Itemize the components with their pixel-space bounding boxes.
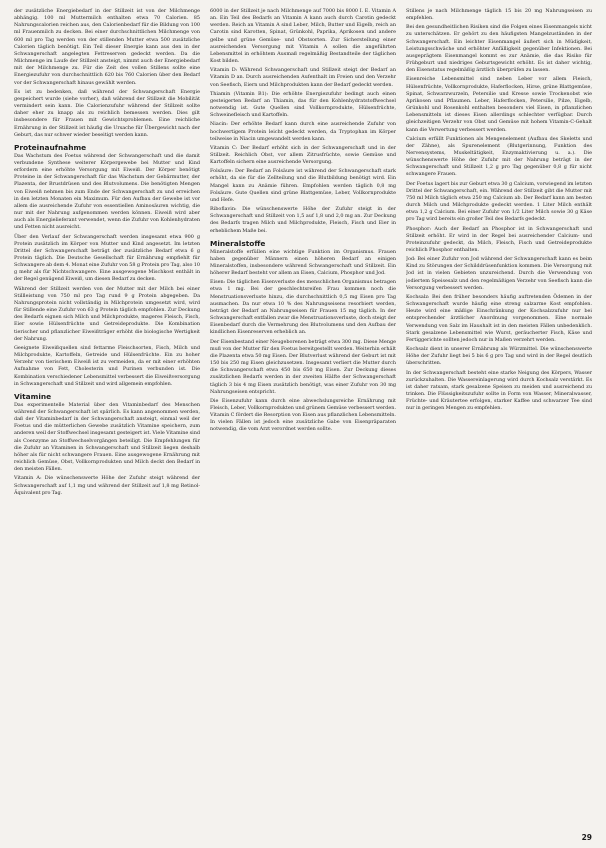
paragraph: Phosphor: Auch der Bedarf an Phosphor ist in Schwangerschaft und Stillzeit erhöht. Er wird in der Regel bei ausreichender Calcium- und Proteinzufuhr gedeckt, da Milch, Fleisch, Fisch und Getreideprodukte reichlich Phosphor enthalten. (406, 225, 592, 253)
paragraph: 6000 in der Stillzeit je nach Milchmenge auf 7000 bis 8000 I. E. Vitamin A an. Ein Teil des Bedarfs an Vitamin A kann auch durch Carotin gedeckt werden. Reich an Vitamin A sind Leber, Milch, Butter und Eigelb, reich an Carotin sind Karotten, Spinat, Grünkohl, Paprika, Aprikosen und andere gelbe und grüne Gemüse- und Obstsorten. Zur Sicherstellung einer ausreichenden Versorgung mit Vitamin A sollen die angeführten Lebensmittel in erhöhtem Ausmaß regelmäßig Bestandteile der täglichen Kost bilden. (210, 8, 396, 65)
paragraph: Über den Verlauf der Schwangerschaft werden insgesamt etwa 900 g Protein zusätzlich im Körper von Mutter und Kind angesetzt. Im letzten Drittel der Schwangerschaft beträgt der zusätzliche Bedarf etwa 6 g Protein täglich. Die Deutsche Gesellschaft für Ernährung empfiehlt für Schwangere ab dem 4. Monat eine Zufuhr von 58 g Protein pro Tag, also 10 g mehr als für Nichtschwangere. Eine ausgewogene Mischkost enthält in der Regel genügend Eiweiß, um diesen Bedarf zu decken. (14, 233, 200, 283)
paragraph: Der Foetus lagert bis zur Geburt etwa 30 g Calcium, vorwiegend im letzten Drittel der Schwangerschaft, ein. Während der Stillzeit gibt die Mutter mit 750 ml Milch täglich etwa 250 mg Calcium ab. Der Bedarf kann am besten durch Milch und Milchprodukte gedeckt werden. 1 Liter Milch enthält etwa 1,2 g Calcium. Bei einer Zufuhr von 1/2 Liter Milch sowie 30 g Käse pro Tag wird bereits ein großer Teil des Bedarfs gedeckt. (406, 180, 592, 223)
section-heading: Proteinaufnahme (14, 142, 87, 152)
paragraph: Geeignete Eiweißquellen sind fettarme Fleischsorten, Fisch, Milch und Milchprodukte, Kartoffeln, Getreide und Hülsenfrüchte. Ein zu hoher Verzehr von tierischem Eiweiß ist zu vermeiden, da er mit einer erhöhten Aufnahme von Fett, Cholesterin und Purinen verbunden ist. Die Kombination verschiedener Lebensmittel verbessert die Eiweißversorgung in Schwangerschaft und Stillzeit und wird allgemein empfohlen. (14, 344, 200, 387)
paragraph: Thiamin (Vitamin B1): Die erhöhte Energiezufuhr bedingt auch einen gesteigerten Bedarf an Thiamin, das für den Kohlenhydratstoffwechsel notwendig ist. Gute Quellen sind Vollkornprodukte, Hülsenfrüchte, Schweinefleisch und Kartoffeln. (210, 90, 396, 119)
paragraph: Riboflavin: Die wünschenswerte Höhe der Zufuhr steigt in der Schwangerschaft und Stillzeit von 1,5 auf 1,8 und 2,0 mg an. Zur Deckung des Bedarfs tragen Milch und Milchprodukte, Fleisch, Fisch und Eier in erheblichem Maße bei. (210, 206, 396, 234)
paragraph: Die Eisenzufuhr kann durch eine abwechslungsreiche Ernährung mit Fleisch, Leber, Vollkornprodukten und grünem Gemüse verbessert werden. Vitamin C fördert die Resorption von Eisen aus pflanzlichen Lebensmitteln. In vielen Fällen ist jedoch eine zusätzliche Gabe von Eisenpräparaten notwendig, die vom Arzt verordnet werden sollte. (210, 397, 396, 433)
paragraph: der zusätzliche Energiebedarf in der Stillzeit ist von der Milchmenge abhängig. 100 ml Muttermilch enthalten etwa 70 Calorien. 85 Nahrungscalorien reichen aus, den Calorienbedarf für die Bildung von 100 ml Frauenmilch zu decken. Bei einer durchschnittlichen Milchmenge von 600 ml pro Tag werden von der stillenden Mutter etwa 500 zusätzliche Calorien täglich benötigt. Ein Teil dieser Energie kann aus den in der Schwangerschaft angelegten Fettreserven gedeckt werden. Da die Milchmenge im Laufe der Stillzeit ansteigt, nimmt auch der Energiebedarf mit der Milchmenge zu. Für die Zeit des vollen Stillens sollte eine Energiezufuhr von durchschnittlich 620 bis 760 Calorien über den Bedarf vor der Schwangerschaft hinaus gewählt werden. (14, 8, 200, 86)
paragraph: Vitamin A: Die wünschenswerte Höhe der Zufuhr steigt während der Schwangerschaft auf 1,1 mg und während der Stillzeit auf 1,8 mg Retinol-Äquivalent pro Tag. (14, 475, 200, 496)
paragraph: Bei den gesundheitlichen Risiken sind die Folgen eines Eisenmangels nicht zu unterschätzen. Er gehört zu den häufigsten Mangelzuständen in der Schwangerschaft. Ein leichter Eisenmangel äußert sich in Müdigkeit, Leistungsschwäche und erhöhter Anfälligkeit gegenüber Infektionen. Bei ausgeprägtem Eisenmangel kommt es zur Anämie, die das Risiko für Frühgeburt und niedriges Geburtsgewicht erhöht. Es ist daher wichtig, den Eisenstatus regelmäßig ärztlich überprüfen zu lassen. (406, 24, 592, 74)
paragraph: Während der Stillzeit werden von der Mutter mit der Milch bei einer Stillleistung von 750 ml pro Tag rund 9 g Protein abgegeben. Da Nahrungsprotein nicht vollständig in Milchprotein umgesetzt wird, wird für Stillende eine Zufuhr von 63 g Protein täglich empfohlen. Zur Deckung des Bedarfs eignen sich Milch und Milchprodukte, mageres Fleisch, Fisch, Eier sowie Hülsenfrüchte und Getreideprodukte. Die Kombination tierischer und pflanzlicher Eiweißträger erhöht die biologische Wertigkeit der Nahrung. (14, 285, 200, 342)
page-number: 29 (581, 833, 592, 842)
column-1 (14, 8, 200, 820)
paragraph: Mineralstoffe erfüllen eine wichtige Funktion im Organismus. Frauen haben gegenüber Männern einen höheren Bedarf an einigen Mineralstoffen, insbesondere während Schwangerschaft und Stillzeit. Ein höherer Bedarf besteht vor allem an Eisen, Calcium, Phosphor und Jod. (210, 248, 396, 277)
paragraph: Vitamin C: Der Bedarf erhöht sich in der Schwangerschaft und in der Stillzeit. Reichlich Obst, vor allem Zitrusfrüchte, sowie Gemüse und Kartoffeln sichern eine ausreichende Versorgung. (210, 144, 396, 166)
paragraph: Eisen: Die täglichen Eisenverluste des menschlichen Organismus betragen etwa 1 mg. Bei der geschlechtsreifen Frau kommen noch die Menstruationsverluste hinzu, die durchschnittlich 0,5 mg Eisen pro Tag ausmachen. Da nur etwa 10 % des Nahrungseisens resorbiert werden, beträgt der Bedarf an Nahrungseisen für Frauen 15 mg täglich. In der Schwangerschaft entfallen zwar die Menstruationsverluste, doch steigt der Eisenbedarf durch die Vermehrung des Blutvolumens und den Aufbau der kindlichen Eisenreserven erheblich an. (210, 279, 396, 336)
paragraph: Vitamin D: Während Schwangerschaft und Stillzeit steigt der Bedarf an Vitamin D an. Durch ausreichenden Aufenthalt im Freien und den Verzehr von Seefisch, Eiern und Milchprodukten kann der Bedarf gedeckt werden. (210, 67, 396, 88)
paragraph: Jod: Bei einer Zufuhr von Jod während der Schwangerschaft kann es beim Kind zu Störungen der Schilddrüsenfunktion kommen. Die Versorgung mit Jod ist in vielen Gebieten unzureichend. Durch die Verwendung von jodiertem Speisesalz und den regelmäßigen Verzehr von Seefisch kann die Versorgung verbessert werden. (406, 256, 592, 291)
paragraph: Es ist zu bedenken, daß während der Schwangerschaft Energie gespeichert wurde (siehe vorher), daß während der Stillzeit die Mobilität vermindert sein kann. Die Calorienzufuhr während der Stillzeit sollte daher eher zu knapp als zu reichlich bemessen werden. Dies gilt insbesondere für Frauen mit Gewichtsproblemen. Eine reichliche Ernährung in der Stillzeit ist häufig die Ursache für Übergewicht nach der Geburt, das nur schwer wieder beseitigt werden kann. (14, 88, 200, 138)
paragraph: Eisenreiche Lebensmittel sind neben Leber vor allem Fleisch, Hülsenfrüchte, Vollkornprodukte, Haferflocken, Hirse, grüne Blattgemüse, Spinat, Schwarzwurzeln, Petersilie und Kresse sowie Trockenobst wie Aprikosen und Pflaumen. Leber, Haferflocken, Petersilie, Pilze, Eigelb, Grünkohl und Rosenkohl enthalten besonders viel Eisen, in pflanzlichen Lebensmitteln ist dieses Eisen allerdings schlechter verfügbar. Durch gleichzeitigen Verzehr von Obst und Gemüse mit hohem Vitamin-C-Gehalt kann die Verwertung verbessert werden. (406, 76, 592, 133)
paragraph: Niacin: Der erhöhte Bedarf kann durch eine ausreichende Zufuhr von hochwertigem Protein leicht gedeckt werden, da Tryptophan im Körper teilweise in Niacin umgewandelt werden kann. (210, 121, 396, 142)
column-3 (406, 8, 592, 820)
paragraph: In der Schwangerschaft besteht eine starke Neigung des Körpers, Wasser zurückzuhalten. Die Wassereinlagerung wird durch Kochsalz verstärkt. Es ist daher ratsam, stark gesalzene Speisen zu meiden und ausreichend zu trinken. Die Flüssigkeitszufuhr sollte in Form von Wasser, Mineralwasser, Früchte- und Kräutertee erfolgen, starker Kaffee und schwarzer Tee sind nur in geringen Mengen zu empfehlen. (406, 369, 592, 412)
paragraph: Das Wachstum des Foetus während der Schwangerschaft und die damit verbundene Synthese weiterer Körpergewebe bei Mutter und Kind erfordern eine erhöhte Versorgung mit Eiweiß. Der Körper benötigt Proteine in der Schwangerschaft für das Wachstum der Gebärmutter, der Plazenta, der Brustdrüsen und des Blutvolumens. Die benötigten Mengen von Eiweiß nehmen bis zum Ende der Schwangerschaft zu und erreichen in den letzten Monaten ein Maximum. Für den Aufbau der Gewebe ist vor allem die ausreichende Zufuhr von essentiellen Aminosäuren wichtig, die nur mit der Nahrung aufgenommen werden können. Eiweiß wird aber auch als Energielieferant verwendet, wenn die Zufuhr von Kohlenhydraten und Fetten nicht ausreicht. (14, 152, 200, 231)
section-heading: Mineralstoffe (210, 238, 266, 248)
text-columns (14, 8, 592, 820)
paragraph: Calcium erfüllt Funktionen als Mengenelement (Aufbau des Skeletts und der Zähne), als Spurenelement (Blutgerinnung, Funktion des Nervensystems, Muskeltätigkeit, Enzymaktivierung u. a.). Die wünschenswerte Höhe der Zufuhr mit der Nahrung beträgt in der Schwangerschaft und Stillzeit 1,2 g pro Tag gegenüber 0,8 g für nicht schwangere Frauen. (406, 135, 592, 178)
paragraph: Stillens je nach Milchmenge täglich 15 bis 20 mg Nahrungseisen zu empfehlen. (406, 8, 592, 22)
paragraph: Folsäure: Der Bedarf an Folsäure ist während der Schwangerschaft stark erhöht, da sie für die Zellteilung und die Blutbildung benötigt wird. Ein Mangel kann zu Anämie führen. Empfohlen werden täglich 0,8 mg Folsäure. Gute Quellen sind grüne Blattgemüse, Leber, Vollkornprodukte und Hefe. (210, 168, 396, 203)
paragraph: Der Eisenbestand einer Neugeborenen beträgt etwa 300 mg. Diese Menge muß von der Mutter für den Foetus bereitgestellt werden. Weiterhin erhält die Plazenta etwa 50 mg Eisen. Der Blutverlust während der Geburt ist mit 150 bis 250 mg Eisen gleichzusetzen. Insgesamt verliert die Mutter durch die Schwangerschaft etwa 450 bis 650 mg Eisen. Zur Deckung dieses zusätzlichen Bedarfs werden in der zweiten Hälfte der Schwangerschaft täglich 3 bis 4 mg Eisen zusätzlich benötigt, was einer Zufuhr von 30 mg Nahrungseisen entspricht. (210, 338, 396, 395)
paragraph: Das experimentelle Material über den Vitaminbedarf des Menschen während der Schwangerschaft ist spärlich. Es kann angenommen werden, daß der Vitaminbedarf in der Schwangerschaft ansteigt, einmal weil der Foetus und die mütterlichen Gewebe zusätzlich Vitamine speichern, zum anderen weil der Stoffwechsel insgesamt gesteigert ist. Viele Vitamine sind als Coenzyme an Stoffwechselvorgängen beteiligt. Die Empfehlungen für die Zufuhr an Vitaminen in Schwangerschaft und Stillzeit liegen deshalb höher als für nicht schwangere Frauen. Eine ausgewogene Ernährung mit reichlich Gemüse, Obst, Vollkornprodukten und Milch deckt den Bedarf in den meisten Fällen. (14, 401, 200, 473)
paragraph: Kochsalz dient in unserer Ernährung als Würzmittel. Die wünschenswerte Höhe der Zufuhr liegt bei 5 bis 6 g pro Tag und wird in der Regel deutlich überschritten. (406, 346, 592, 367)
column-2 (210, 8, 396, 820)
section-heading: Vitamine (14, 391, 52, 401)
paragraph: Kochsalz: Bei den früher besonders häufig auftretenden Ödemen in der Schwangerschaft wurde häufig eine streng salzarme Kost empfohlen. Heute wird eine mäßige Einschränkung der Kochsalzzufuhr nur bei entsprechender ärztlicher Anordnung vorgenommen. Eine normale Verwendung von Salz im Haushalt ist in den meisten Fällen unbedenklich. Stark gesalzene Lebensmittel wie Wurst, geräucherter Fisch, Käse und Fertiggerichte sollten jedoch nur in Maßen verzehrt werden. (406, 293, 592, 343)
